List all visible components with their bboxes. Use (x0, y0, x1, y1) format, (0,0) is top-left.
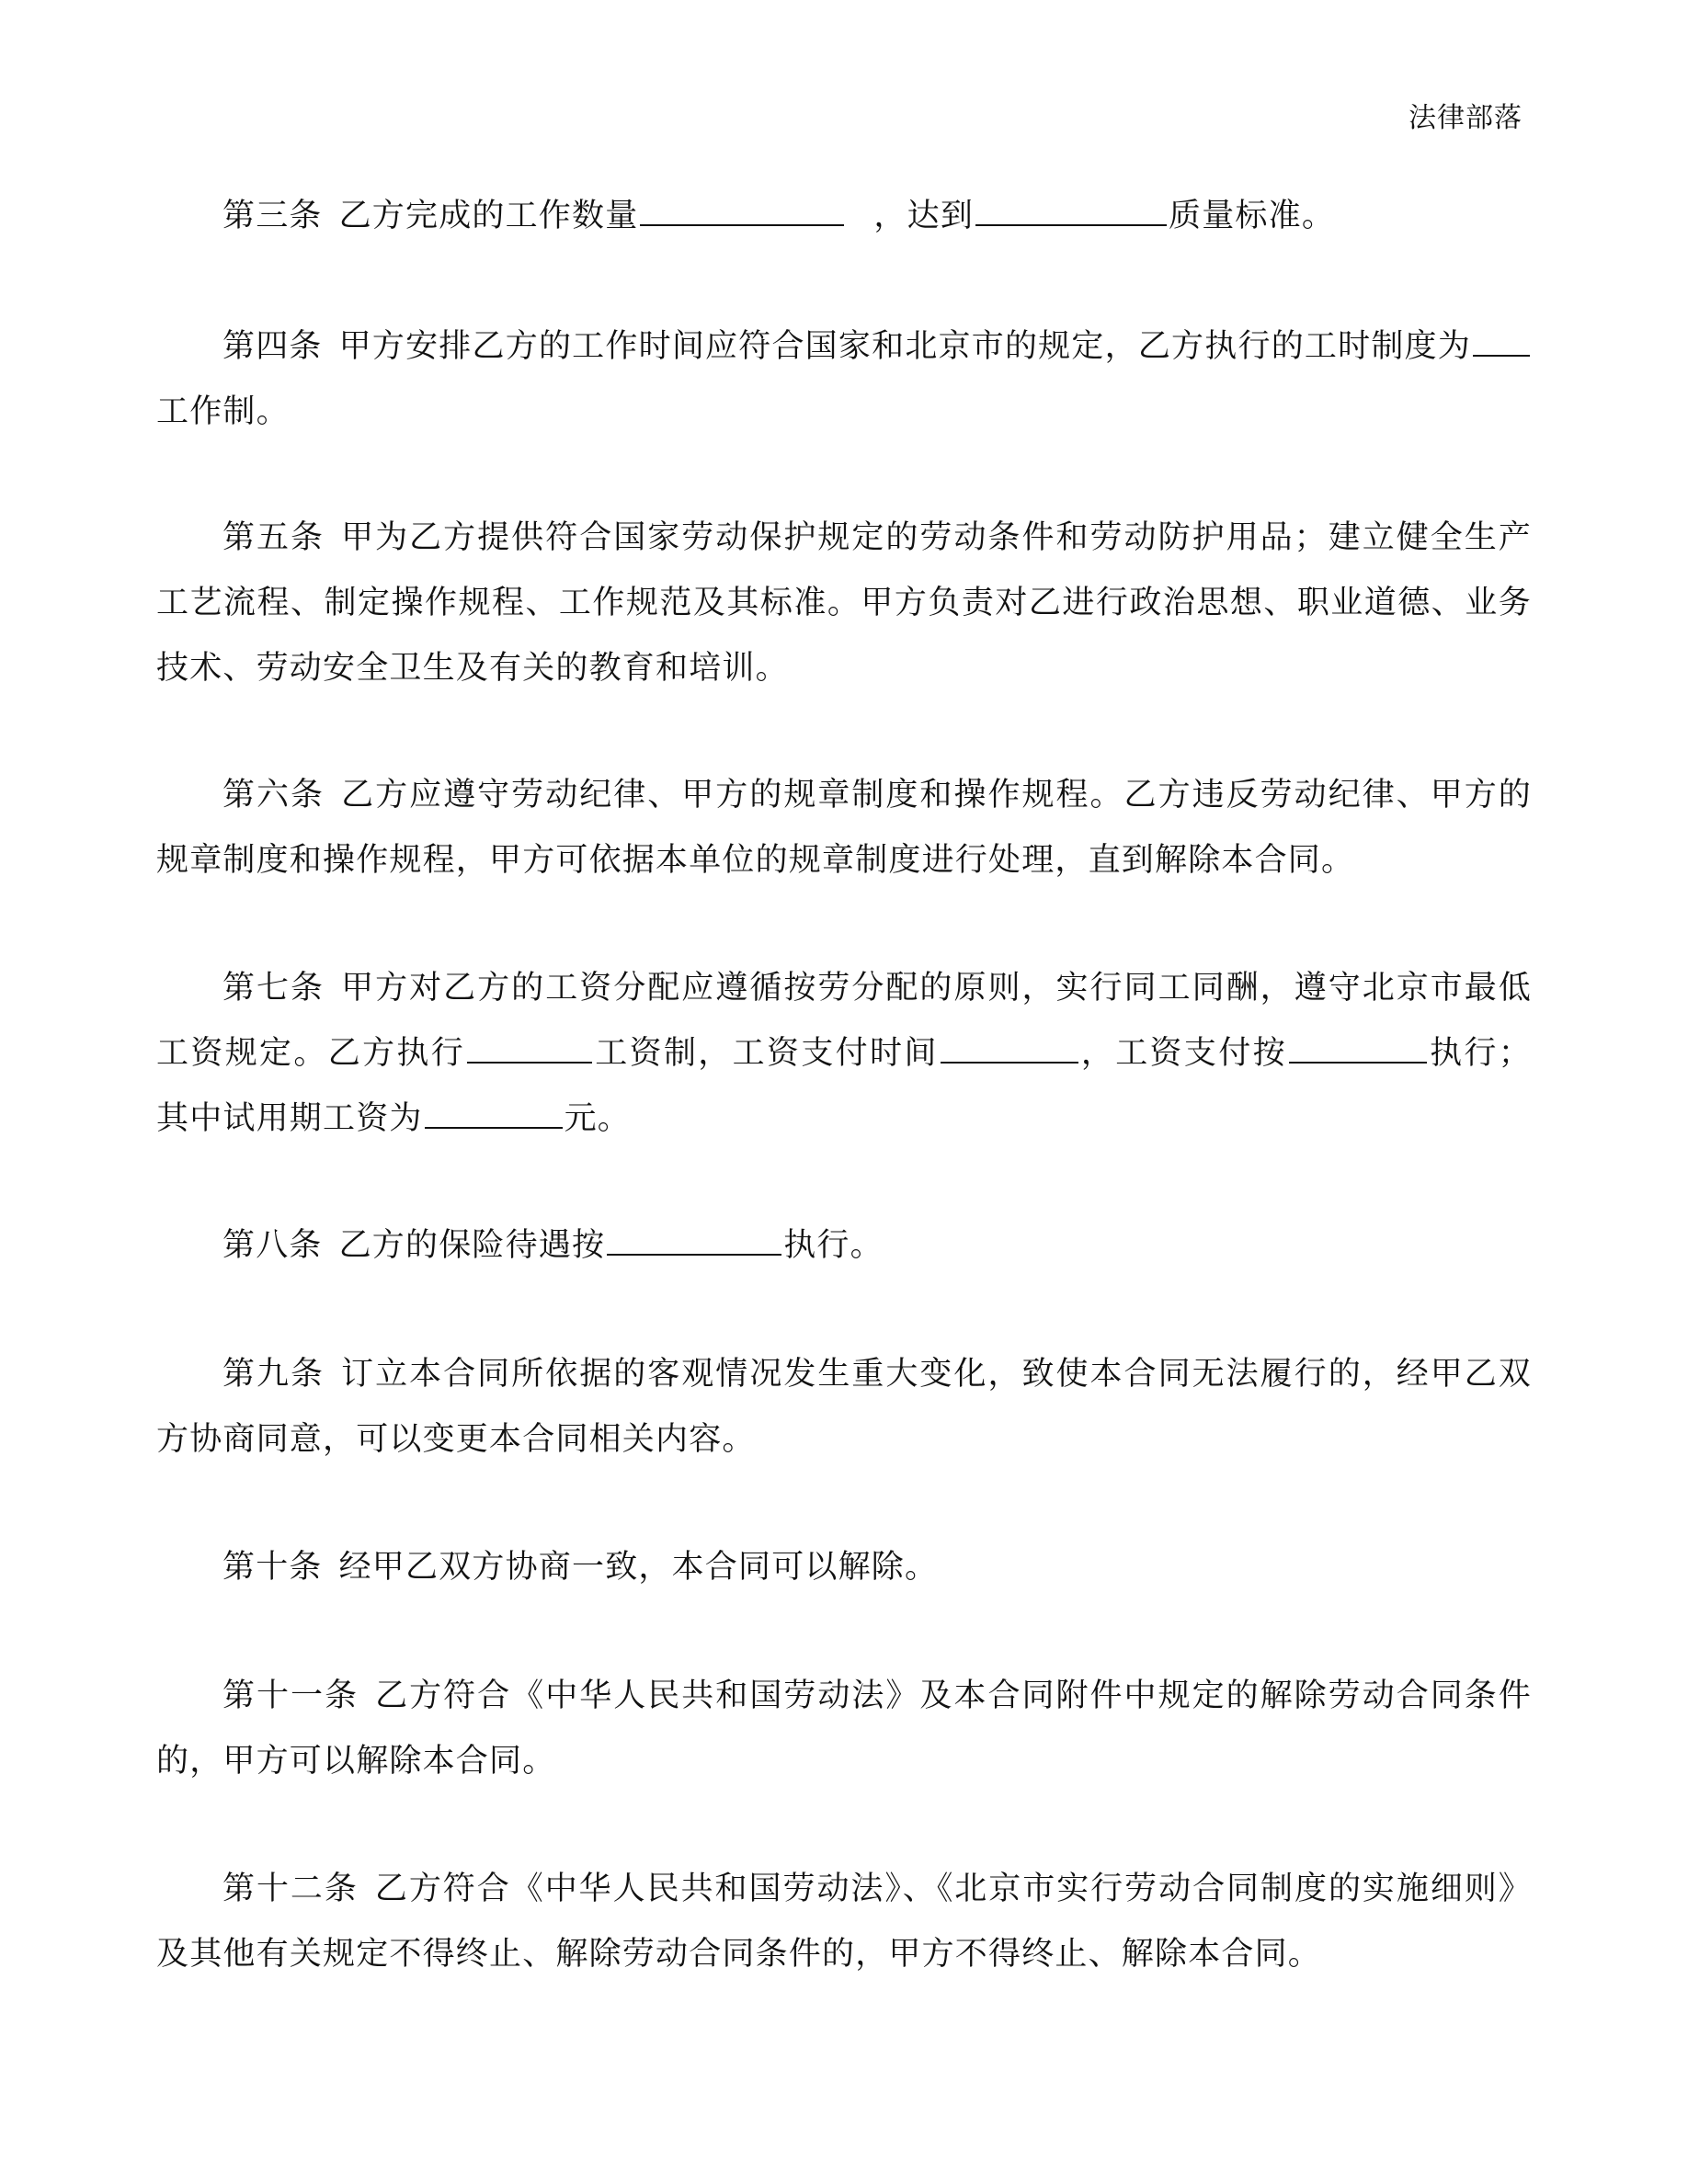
article-text: 乙方应遵守劳动纪律、甲方的规章制度和操作规程。乙方违反劳动纪律、甲方的规章制度和操作规程，甲方可依据本单位的规章制度进行处理，直到解除本合同。 (156, 777, 1532, 879)
article-text: 质量标准。 (1169, 198, 1336, 234)
article-text: 乙方符合《中华人民共和国劳动法》及本合同附件中规定的解除劳动合同条件的，甲方可以解除本合同。 (156, 1678, 1532, 1780)
article-text: 执行；其中试用期工资为 (156, 1035, 1532, 1137)
article-number: 第八条 (222, 1227, 323, 1264)
fill-blank (425, 1099, 563, 1129)
article-11 (156, 1664, 1532, 1794)
article-number: 第七条 (222, 970, 325, 1007)
article-3 (156, 184, 1532, 249)
article-4 (156, 314, 1532, 445)
article-12 (156, 1857, 1532, 1987)
article-text: 甲方对乙方的工资分配应遵循按劳分配的原则，实行同工同酬，遵守北京市最低工资规定。乙方执行 (156, 970, 1532, 1072)
article-number: 第五条 (222, 519, 325, 556)
article-number: 第九条 (222, 1356, 325, 1393)
article-text: 乙方完成的工作数量 (338, 198, 639, 234)
article-text: 订立本合同所依据的客观情况发生重大变化，致使本合同无法履行的，经甲乙双方协商同意，可以变更本合同相关内容。 (156, 1356, 1532, 1458)
article-7 (156, 956, 1532, 1152)
article-text: 乙方的保险待遇按 (338, 1227, 606, 1264)
article-text: 执行。 (783, 1227, 884, 1264)
article-text: 经甲乙双方协商一致，本合同可以解除。 (338, 1549, 939, 1586)
article-number: 第六条 (222, 777, 325, 813)
fill-blank (607, 1226, 781, 1256)
article-5 (156, 506, 1532, 701)
article-number: 第十一条 (222, 1678, 359, 1714)
fill-blank (1473, 327, 1530, 357)
article-text: 甲为乙方提供符合国家劳动保护规定的劳动条件和劳动防护用品；建立健全生产工艺流程、制定操作规程、工作规范及其标准。甲方负责对乙进行政治思想、职业道德、业务技术、劳动安全卫生及有关的教育和培训。 (156, 519, 1532, 687)
fill-blank (467, 1034, 592, 1064)
fill-blank (975, 197, 1167, 226)
article-number: 第十条 (222, 1549, 323, 1586)
article-6 (156, 763, 1532, 893)
article-text: ，工资支付按 (1079, 1035, 1287, 1072)
fill-blank (1289, 1034, 1427, 1064)
article-text: 甲方安排乙方的工作时间应符合国家和北京市的规定，乙方执行的工时制度为 (338, 328, 1471, 365)
article-9 (156, 1342, 1532, 1473)
article-text: 工作制。 (156, 393, 290, 430)
article-number: 第四条 (222, 328, 323, 365)
fill-blank (941, 1034, 1078, 1064)
article-8 (156, 1213, 1532, 1279)
fill-blank (640, 197, 844, 226)
article-text: 乙方符合《中华人民共和国劳动法》、《北京市实行劳动合同制度的实施细则》及其他有关规定不得终止、解除劳动合同条件的，甲方不得终止、解除本合同。 (156, 1871, 1532, 1973)
article-text: ，达到 (873, 198, 975, 234)
article-number: 第三条 (222, 198, 323, 234)
article-10 (156, 1535, 1532, 1600)
article-text: 元。 (564, 1100, 632, 1137)
article-text: 工资制，工资支付时间 (594, 1035, 939, 1072)
article-number: 第十二条 (222, 1871, 359, 1907)
header-brand: 法律部落 (1409, 102, 1523, 134)
